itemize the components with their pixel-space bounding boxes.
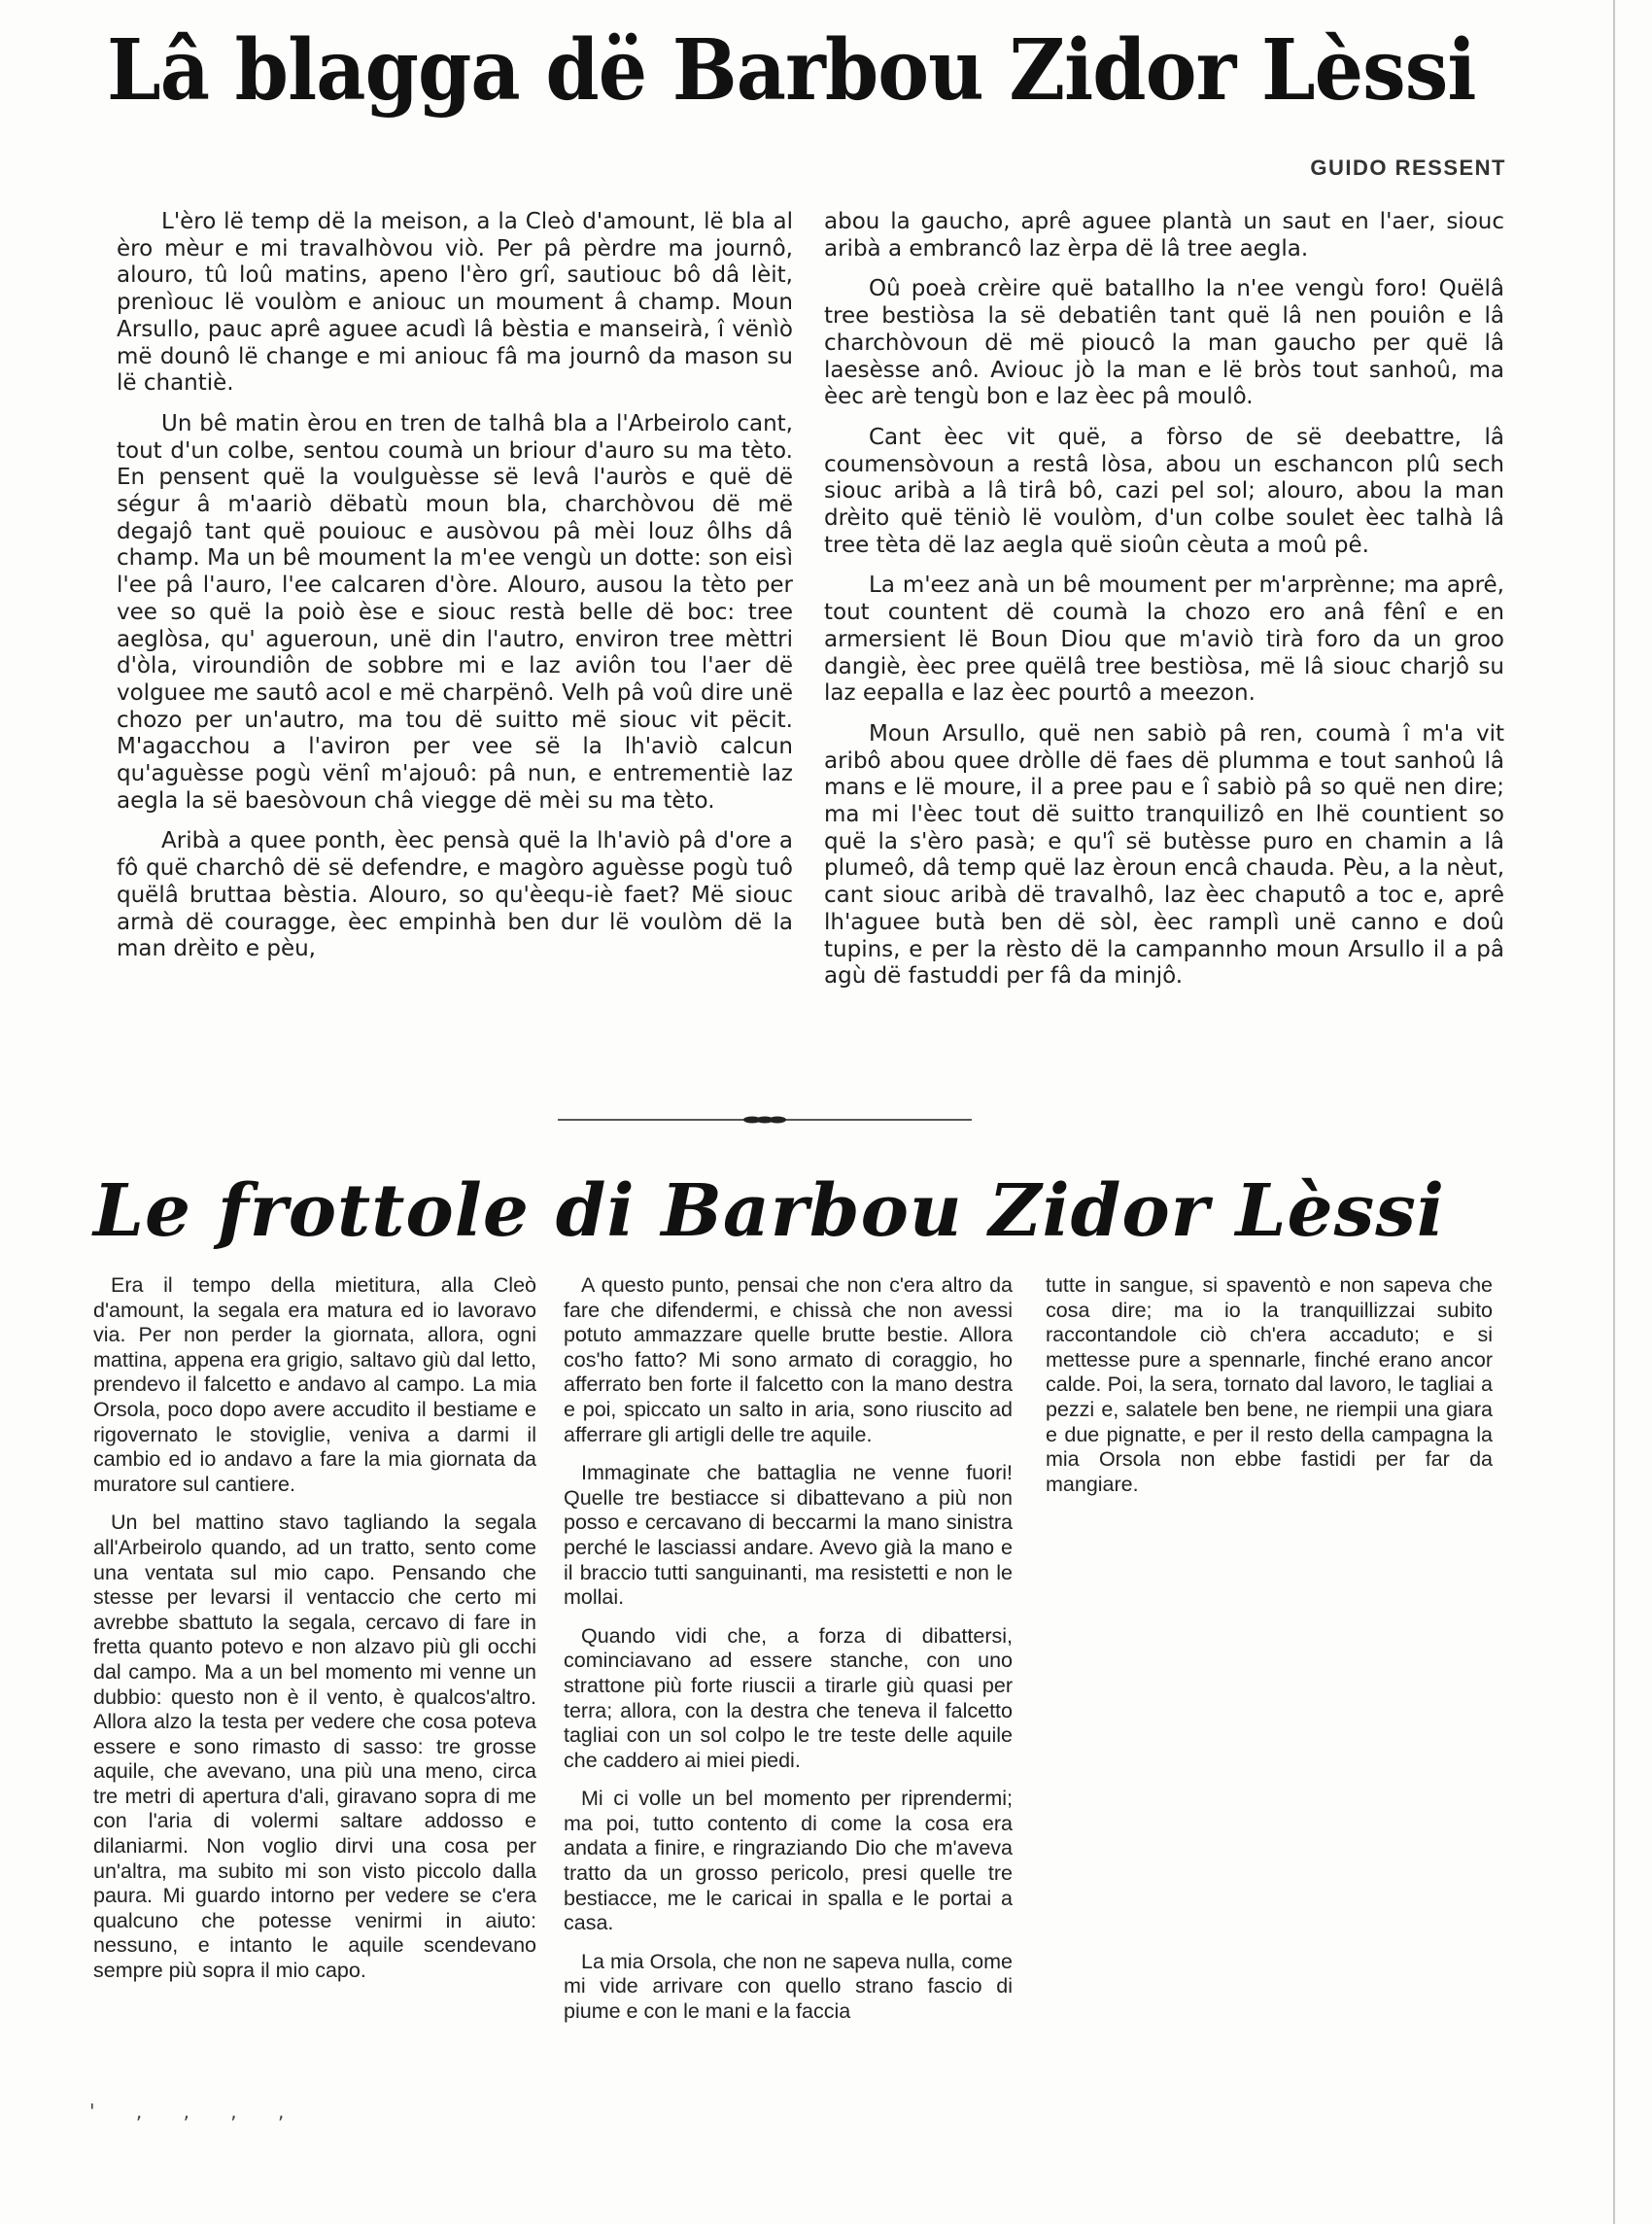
paragraph: Oû poeà crèire quë batallho la n'ee vengù foro! Quëlâ tree bestiòsa la së debatiên tant quë lâ nen pouiôn e lâ charchòvoun dë më pioucô la man gaucho per quë lâ laesèsse anô. Aviouc jò la man e lë bròs tout sanhoû, ma èec arè tengù bon e laz èec pâ moulô.: [824, 276, 1504, 410]
paragraph: Era il tempo della mietitura, alla Cleò d'amount, la segala era matura ed io lavoravo via. Per non perder la giornata, allora, ogni mattina, appena era grigio, saltavo giù dal letto, prendevo il falcetto e andavo al campo. La mia Orsola, poco dopo avere accudito il bestiame e rigovernato le stoviglie, veniva a darmi il cambio ed io andavo a fare la mia giornata da muratore sul cantiere.: [93, 1273, 536, 1496]
provencal-column-right: [824, 209, 1504, 1004]
provencal-column-left: [117, 209, 793, 977]
paragraph: L'èro lë temp dë la meison, a la Cleò d'amount, lë bla al èro mèur e mi travalhòvou viò. Per pâ pèrdre ma journô, alouro, tû loû matins, apeno l'èro grî, sautiouc bô dâ lèit, prenìouc lë voulòm e aniouc un moument â champ. Moun Arsullo, pauc aprê aguee acudì lâ bèstia e manseirà, î vënìò më dounô lë change e mi aniouc fâ ma journô da mason su lë chantiè.: [117, 209, 793, 397]
paragraph: Quando vidi che, a forza di dibattersi, cominciavano ad essere stanche, con uno strattone più forte riuscii a tirarle giù quasi per terra; allora, con la destra che teneva il falcetto tagliai con un sol colpo le tre teste delle aquile che caddero ai miei piedi.: [564, 1623, 1013, 1772]
italian-column-left: [93, 1273, 536, 1998]
article-title-italian: Le frottole di Barbou Zidor Lèssi: [93, 1169, 1446, 1253]
paragraph: Un bel mattino stavo tagliando la segala all'Arbeirolo quando, ad un tratto, sento come una ventata sul mio capo. Pensando che stesse per levarsi il ventaccio che certo mi avrebbe sbattuto la segala, cercavo di fare in fretta quanto potevo e non alzavo più gli occhi dal campo. Ma a un bel momento mi venne un dubbio: questo non è il vento, è qualcos'altro. Allora alzo la testa per vedere che cosa poteva essere e sono rimasto di sasso: tre grosse aquile, che avevano, una più una meno, circa tre metri di apertura d'ali, giravano sopra di me con l'aria di volermi saltare addosso e dilaniarmi. Non voglio dirvi una cosa per un'altra, ma subito mi son visto piccolo dalla paura. Mi guardo intorno per vedere se c'era qualcuno che potesse venirmi in aiuto: nessuno, e intanto le aquile scendevano sempre più sopra il mio capo.: [93, 1511, 536, 1983]
paragraph: Aribà a quee ponth, èec pensà quë la lh'aviò pâ d'ore a fô quë charchô dë së defendre, e magòro aguèsse pogù tuô quëlâ bruttaa bèstia. Alouro, so qu'èequ-iè faet? Më siouc armà dë couragge, èec empinhà ben dur lë voulòm dë la man drèito e pèu,: [117, 828, 793, 962]
paragraph: La m'eez anà un bê moument per m'arprènne; ma aprê, tout countent dë coumà la chozo ero anâ fênî e en armersient lë Boun Diou que m'aviò tirà foro da un groo dangiè, èec pree quëlâ tree bestiòsa, më lâ siouc charjô su laz eepalla e laz èec pourtô a meezon.: [824, 573, 1504, 707]
paragraph: Mi ci volle un bel momento per riprendermi; ma poi, tutto contento di come la cosa era andata a finire, e ringraziando Dio che m'aveva tratto da un grosso pericolo, presi quelle tre bestiacce, me le caricai in spalla e le portai a casa.: [564, 1787, 1013, 1935]
italian-column-middle: [564, 1273, 1013, 2038]
paragraph: Moun Arsullo, quë nen sabiò pâ ren, coumà î m'a vit aribô abou quee dròlle dë faes dë plumma e tout sanhoû lâ mans e lë moure, il a pree pau e î sabiò pâ so quë nen dire; ma mi l'èec tout dë suitto tranquilizô en lhë countient so quë la s'èro pasà; e qu'î së butèsse puro en chamin a lâ plumeô, dâ temp quë laz èroun encâ chauda. Pèu, a la nèut, cant siouc aribà dë travalhô, laz èec chaputô a toc e, aprê lh'aguee butà ben dë sòl, èec ramplì unë canno e doû tupins, e per la rèsto dë la campannho moun Arsullo il a pâ agù dë fastuddi per fâ da minjô.: [824, 720, 1504, 990]
paragraph: Un bê matin èrou en tren de talhâ bla a l'Arbeirolo cant, tout d'un colbe, sentou coumà un briour d'auro su ma tèto. En pensent quë la voulguèsse së levâ l'auròs e quë dë ségur â m'aariò dëbatù moun bla, charchòvou dë më degajô tant quë pouiouc e ausòvou pâ mèi louz ôlhs dâ champ. Ma un bê moument la m'ee vengù un dotte: son eisì l'ee pâ l'auro, l'ee calcaren d'òre. Alouro, ausou la tèto per vee so quë la poiò èse e siouc restà belle dë boc: tree aeglòsa, qu' agueroun, unë din l'autro, environ tree mèttri d'òla, viroundiôn de sobbre mi e laz aviôn tou l'aer dë volguee me sautô acol e më charpënô. Velh pâ voû dire unë chozo per un'autro, ma tou dë suitto më siouc vit pëcit. M'agacchou a l'aviron per vee së la lh'aviò calcun qu'aguèsse pogù vënî m'ajouô: pâ nun, e entrementiè laz aegla la së baesòvoun châ viegge dë mèi su ma tèto.: [117, 410, 793, 814]
italian-column-right: [1046, 1273, 1493, 1511]
paragraph: Cant èec vit quë, a fòrso de së deebattre, lâ coumensòvoun a restâ lòsa, abou un eschancon plû sech siouc aribà a lâ tirâ bô, cazi pel sol; alouro, abou la man drèito quë tëniò lë voulòm, d'un colbe soulet èec talhà lâ tree tèta dë laz aegla quë sioûn cèuta a moû pê.: [824, 424, 1504, 558]
paragraph: Immaginate che battaglia ne venne fuori! Quelle tre bestiacce si dibattevano a più non posso e cercavano di beccarmi la mano sinistra perché le lasciassi andare. Avevo già la mano e il braccio tutti sanguinanti, ma resistetti e non le mollai.: [564, 1461, 1013, 1610]
paragraph: La mia Orsola, che non ne sapeva nulla, come mi vide arrivare con quello strano fascio di piume e con le mani e la faccia: [564, 1949, 1013, 2024]
page-edge-shadow: [1613, 0, 1615, 2224]
paragraph: abou la gaucho, aprê aguee plantà un saut en l'aer, siouc aribà a embrancô laz èrpa dë lâ tree aegla.: [824, 209, 1504, 261]
paragraph: tutte in sangue, si spaventò e non sapeva che cosa dire; ma io la tranquillizzai subito raccontandole ciò ch'era accaduto; e si mettesse pure a spennarle, finché erano ancor calde. Poi, la sera, tornato dal lavoro, le tagliai a pezzi e, salatele ben bene, ne riempii una giara e due pignatte, e per il resto della campagna la mia Orsola non ebbe fastidi per far da mangiare.: [1046, 1273, 1493, 1496]
author-byline: GUIDO RESSENT: [1310, 156, 1506, 180]
paragraph: A questo punto, pensai che non c'era altro da fare che difendermi, e chissà che non avessi potuto ammazzare quelle brutte bestie. Allora cos'ho fatto? Mi sono armato di coraggio, ho afferrato ben forte il falcetto con la mano destra e poi, spiccato un salto in aria, sono riuscito ad afferrare gli artigli delle tre aquile.: [564, 1273, 1013, 1446]
ornamental-divider: [558, 1116, 972, 1124]
page-footer-marks: ' , , , ,: [89, 2100, 302, 2123]
article-title-provencal: Lâ blagga dë Barbou Zidor Lèssi: [107, 21, 1476, 120]
